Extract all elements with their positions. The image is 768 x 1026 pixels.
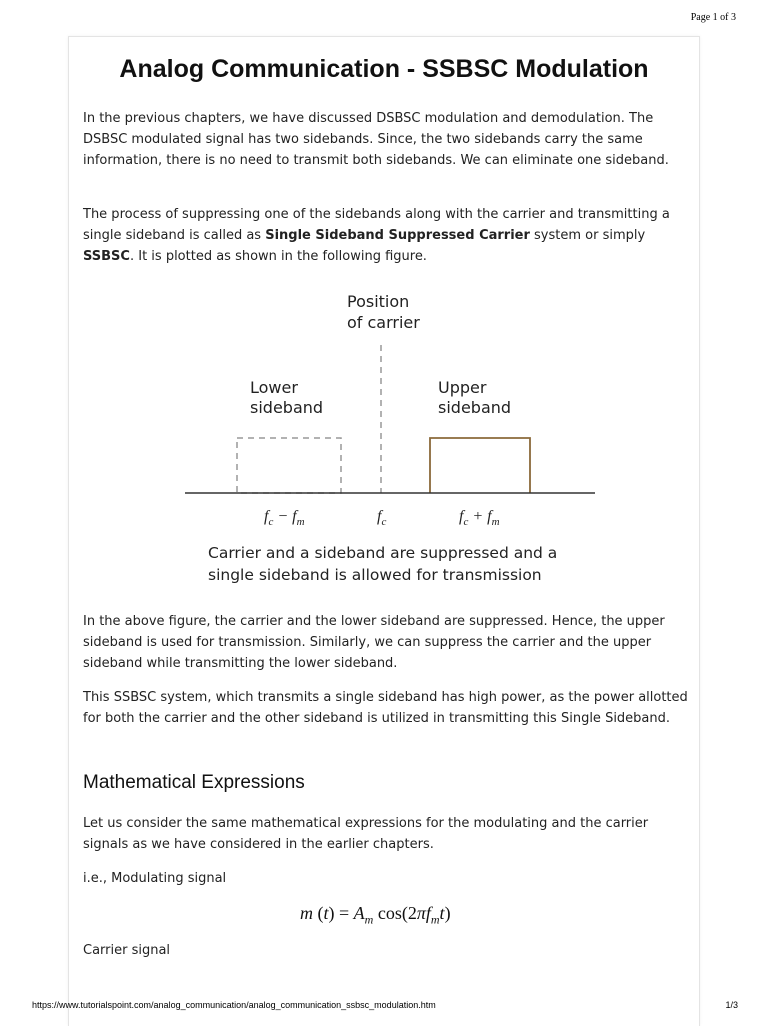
intro-paragraph: In the previous chapters, we have discussed DSBSC modulation and demodulation. The DSBSC modulated signal has two sidebands. Since, the two sidebands carry the same information, there is no need to transmit both sidebands. We can eliminate one sideband. [83,111,669,168]
carrier-signal-label: Carrier signal [83,943,171,958]
page-title: Analog Communication - SSBSC Modulation [119,55,649,83]
lower-sideband-label-1: Lower [250,378,298,397]
figure-caption-1: Carrier and a sideband are suppressed and a [208,544,558,562]
footer-page-number: 1/3 [725,1000,738,1010]
lower-sideband-label-2: sideband [250,398,324,417]
tick-label-lower: $f_c - f_m$ [264,508,305,528]
math-intro-paragraph: Let us consider the same mathematical expressions for the modulating and the carrier signals as we have considered in the earlier chapters. [83,816,649,852]
term-ssbsc-full: Single Sideband Suppressed Carrier [265,228,530,243]
footer-url[interactable]: https://www.tutorialspoint.com/analog_communication/analog_communication_ssbsc_modulation.htm [32,1000,436,1010]
carrier-position-label-2: of carrier [347,313,420,332]
modulating-formula: m $(t) = A_m$ $\cos(2\pi f_mt)$ [300,903,451,927]
definition-paragraph: The process of suppressing one of the sidebands along with the carrier and transmitting a single sideband is called as Single Sideband Suppressed Carrier system or simply SSBSC. It is plotted as shown in the following figure. [83,207,670,264]
power-paragraph: This SSBSC system, which transmits a single sideband has high power, as the power allotted for both the carrier and the other sideband is utilized in transmitting this Single Sideband. [83,690,688,726]
upper-sideband-box [430,438,530,493]
tick-label-center: $f_c$ [377,508,387,528]
carrier-position-label-1: Position [347,292,410,311]
modulating-signal-label: i.e., Modulating signal [83,871,227,886]
figure-caption-2: single sideband is allowed for transmission [208,566,542,584]
tick-label-upper: $f_c + f_m$ [459,508,500,528]
upper-sideband-label-1: Upper [438,378,487,397]
upper-sideband-label-2: sideband [438,398,512,417]
term-ssbsc: SSBSC [83,249,130,264]
lower-sideband-box [237,438,341,493]
page-header: Page 1 of 3 [690,12,736,23]
section-heading-math: Mathematical Expressions [83,772,305,793]
ssbsc-figure [170,285,610,595]
after-figure-paragraph: In the above figure, the carrier and the lower sideband are suppressed. Hence, the upper sideband is used for transmission. Similarly, we can suppress the carrier and the upper sideband while transmitting the lower sideband. [83,614,665,671]
